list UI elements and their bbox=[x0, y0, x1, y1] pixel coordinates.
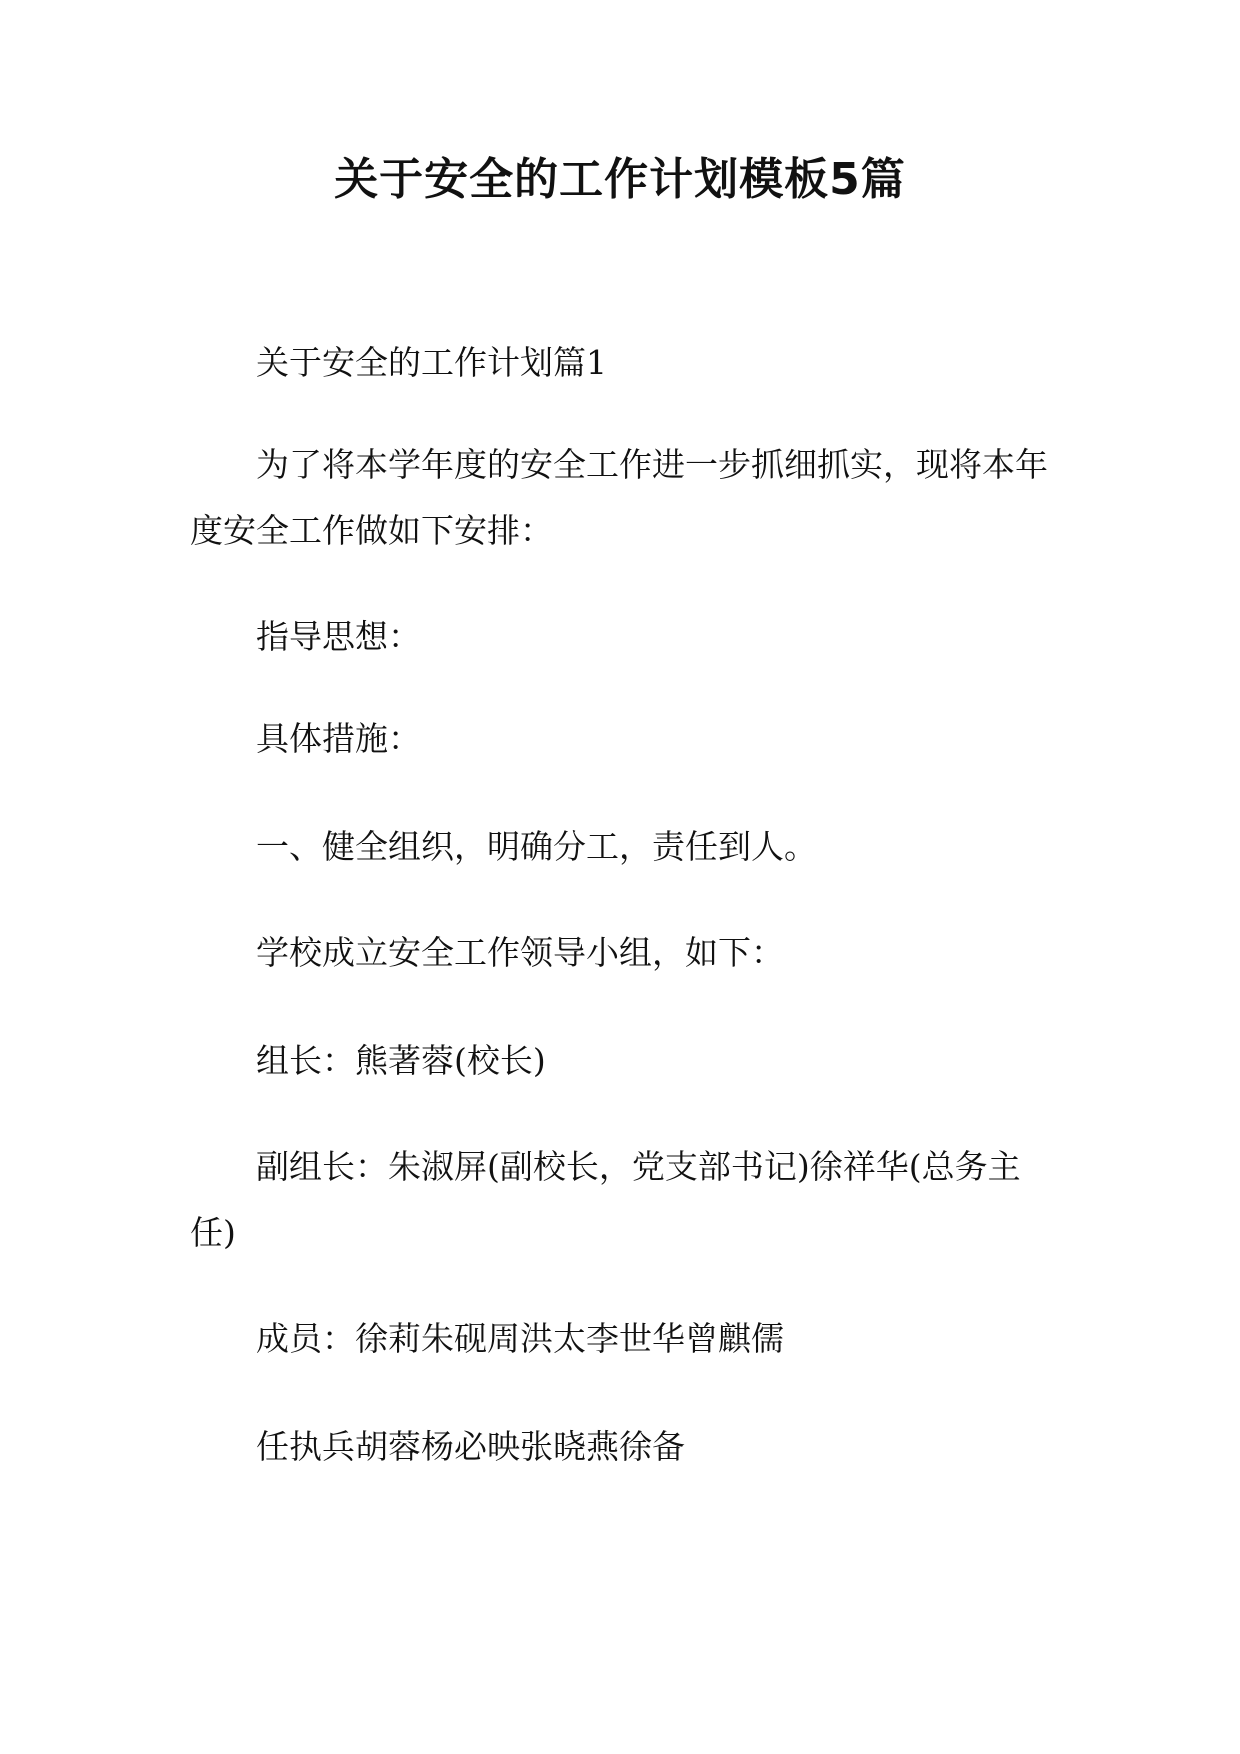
paragraph-measures: 具体措施： bbox=[256, 719, 421, 758]
paragraph-item-one: 一、健全组织，明确分工，责任到人。 bbox=[256, 827, 817, 866]
paragraph-intro: 为了将本学年度的安全工作进一步抓细抓实，现将本年度安全工作做如下安排： bbox=[190, 445, 1048, 550]
paragraph-guiding-thought: 指导思想： bbox=[256, 617, 421, 656]
paragraph-group-leader: 组长：熊著蓉(校长) bbox=[256, 1041, 546, 1080]
document-title: 关于安全的工作计划模板5篇 bbox=[334, 154, 906, 205]
paragraph-members-continued: 任执兵胡蓉杨必映张晓燕徐备 bbox=[256, 1427, 685, 1466]
paragraph-leadership-group: 学校成立安全工作领导小组，如下： bbox=[256, 933, 784, 972]
paragraph-members: 成员：徐莉朱砚周洪太李世华曾麒儒 bbox=[256, 1319, 784, 1358]
section-heading: 关于安全的工作计划篇1 bbox=[256, 343, 607, 382]
paragraph-deputy-leaders: 副组长：朱淑屏(副校长，党支部书记)徐祥华(总务主任) bbox=[190, 1147, 1021, 1252]
